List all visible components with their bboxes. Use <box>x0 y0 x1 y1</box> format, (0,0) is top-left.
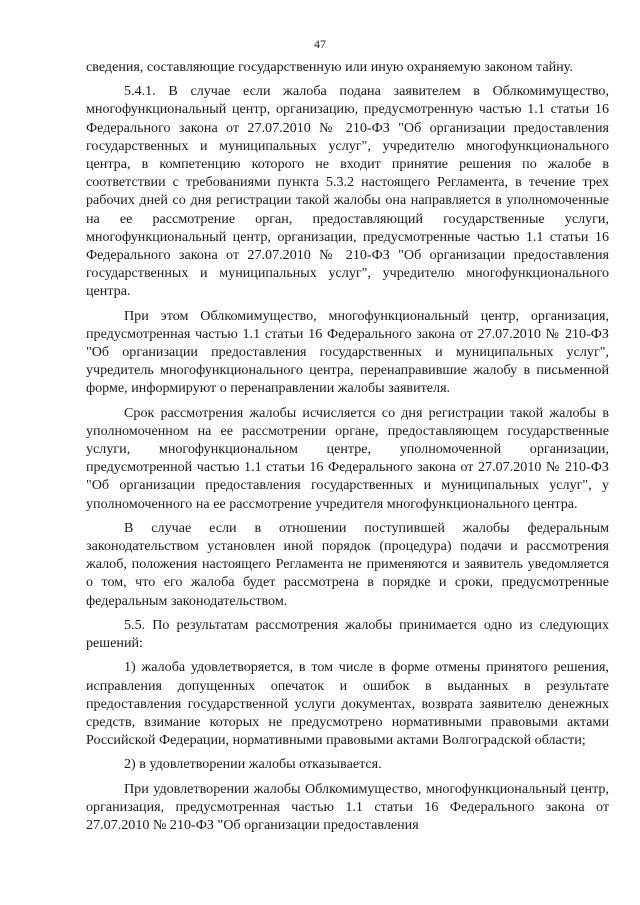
paragraph-5-5: 5.5. По результатам рассмотрения жалобы принимается одно из следующих решений: <box>86 616 609 652</box>
paragraph-5-4-1: 5.4.1. В случае если жалоба подана заявителем в Облкомимущество, многофункциональный центр, организацию, предусмотренную частью 1.1 статьи 16 Федерального закона от 27.07.2010 № 210-ФЗ "Об организации предоставления государственных и муниципальных услуг", учредителю многофункционального центра, в компетенцию которого не входит принятие решения по жалобе в соответствии с требованиями пункта 5.3.2 настоящего Регламента, в течение трех рабочих дней со дня регистрации такой жалобы она направляется в уполномоченные на ее рассмотрение орган, предоставляющий государственные услуги, многофункциональный центр, организации, предусмотренные частью 1.1 статьи 16 Федерального закона от 27.07.2010 № 210-ФЗ "Об организации предоставления государственных и муниципальных услуг", учредителю многофункционального центра. <box>86 83 609 300</box>
paragraph-review-term: Срок рассмотрения жалобы исчисляется со дня регистрации такой жалобы в уполномоченном на ее рассмотрении органе, предоставляющем государственные услуги, многофункциональном центре, уполномоченной организации, предусмотренной частью 1.1 статьи 16 Федерального закона от 27.07.2010 № 210-ФЗ "Об организации предоставления государственных и муниципальных услуг", у уполномоченного на ее рассмотрение учредителя многофункционального центра. <box>86 404 609 512</box>
paragraph-redirect-notice: При этом Облкомимущество, многофункциональный центр, организация, предусмотренная частью 1.1 статьи 16 Федерального закона от 27.07.2010 № 210-ФЗ "Об организации предоставления государственных и муниципальных услуг", учредитель многофункционального центра, перенаправившие жалобу в письменной форме, информируют о перенаправлении жалобы заявителя. <box>86 307 609 397</box>
paragraph-decision-2: 2) в удовлетворении жалобы отказывается. <box>124 756 382 773</box>
page-number: 47 <box>314 37 326 51</box>
paragraph-satisfaction: При удовлетворении жалобы Облкомимущество, многофункциональный центр, организация, предусмотренная частью 1.1 статьи 16 Федерального закона от 27.07.2010 № 210-ФЗ "Об организации предоставления <box>86 780 609 833</box>
paragraph-decision-1: 1) жалоба удовлетворяется, в том числе в форме отмены принятого решения, исправления допущенных опечаток и ошибок в выданных в результате предоставления государственной услуги документах, возврата заявителю денежных средств, взимание которых не предусмотрено нормативными правовыми актами Российской Федерации, нормативными правовыми актами Волгоградской области; <box>86 659 609 749</box>
paragraph-federal-procedure: В случае если в отношении поступившей жалобы федеральным законодательством установлен иной порядок (процедура) подачи и рассмотрения жалоб, положения настоящего Регламента не применяются и заявитель уведомляется о том, что его жалоба будет рассмотрена в порядке и сроки, предусмотренные федеральным законодательством. <box>86 519 609 609</box>
paragraph-continuation: сведения, составляющие государственную или иную охраняемую законом тайну. <box>86 59 573 75</box>
document-body <box>86 58 609 840</box>
